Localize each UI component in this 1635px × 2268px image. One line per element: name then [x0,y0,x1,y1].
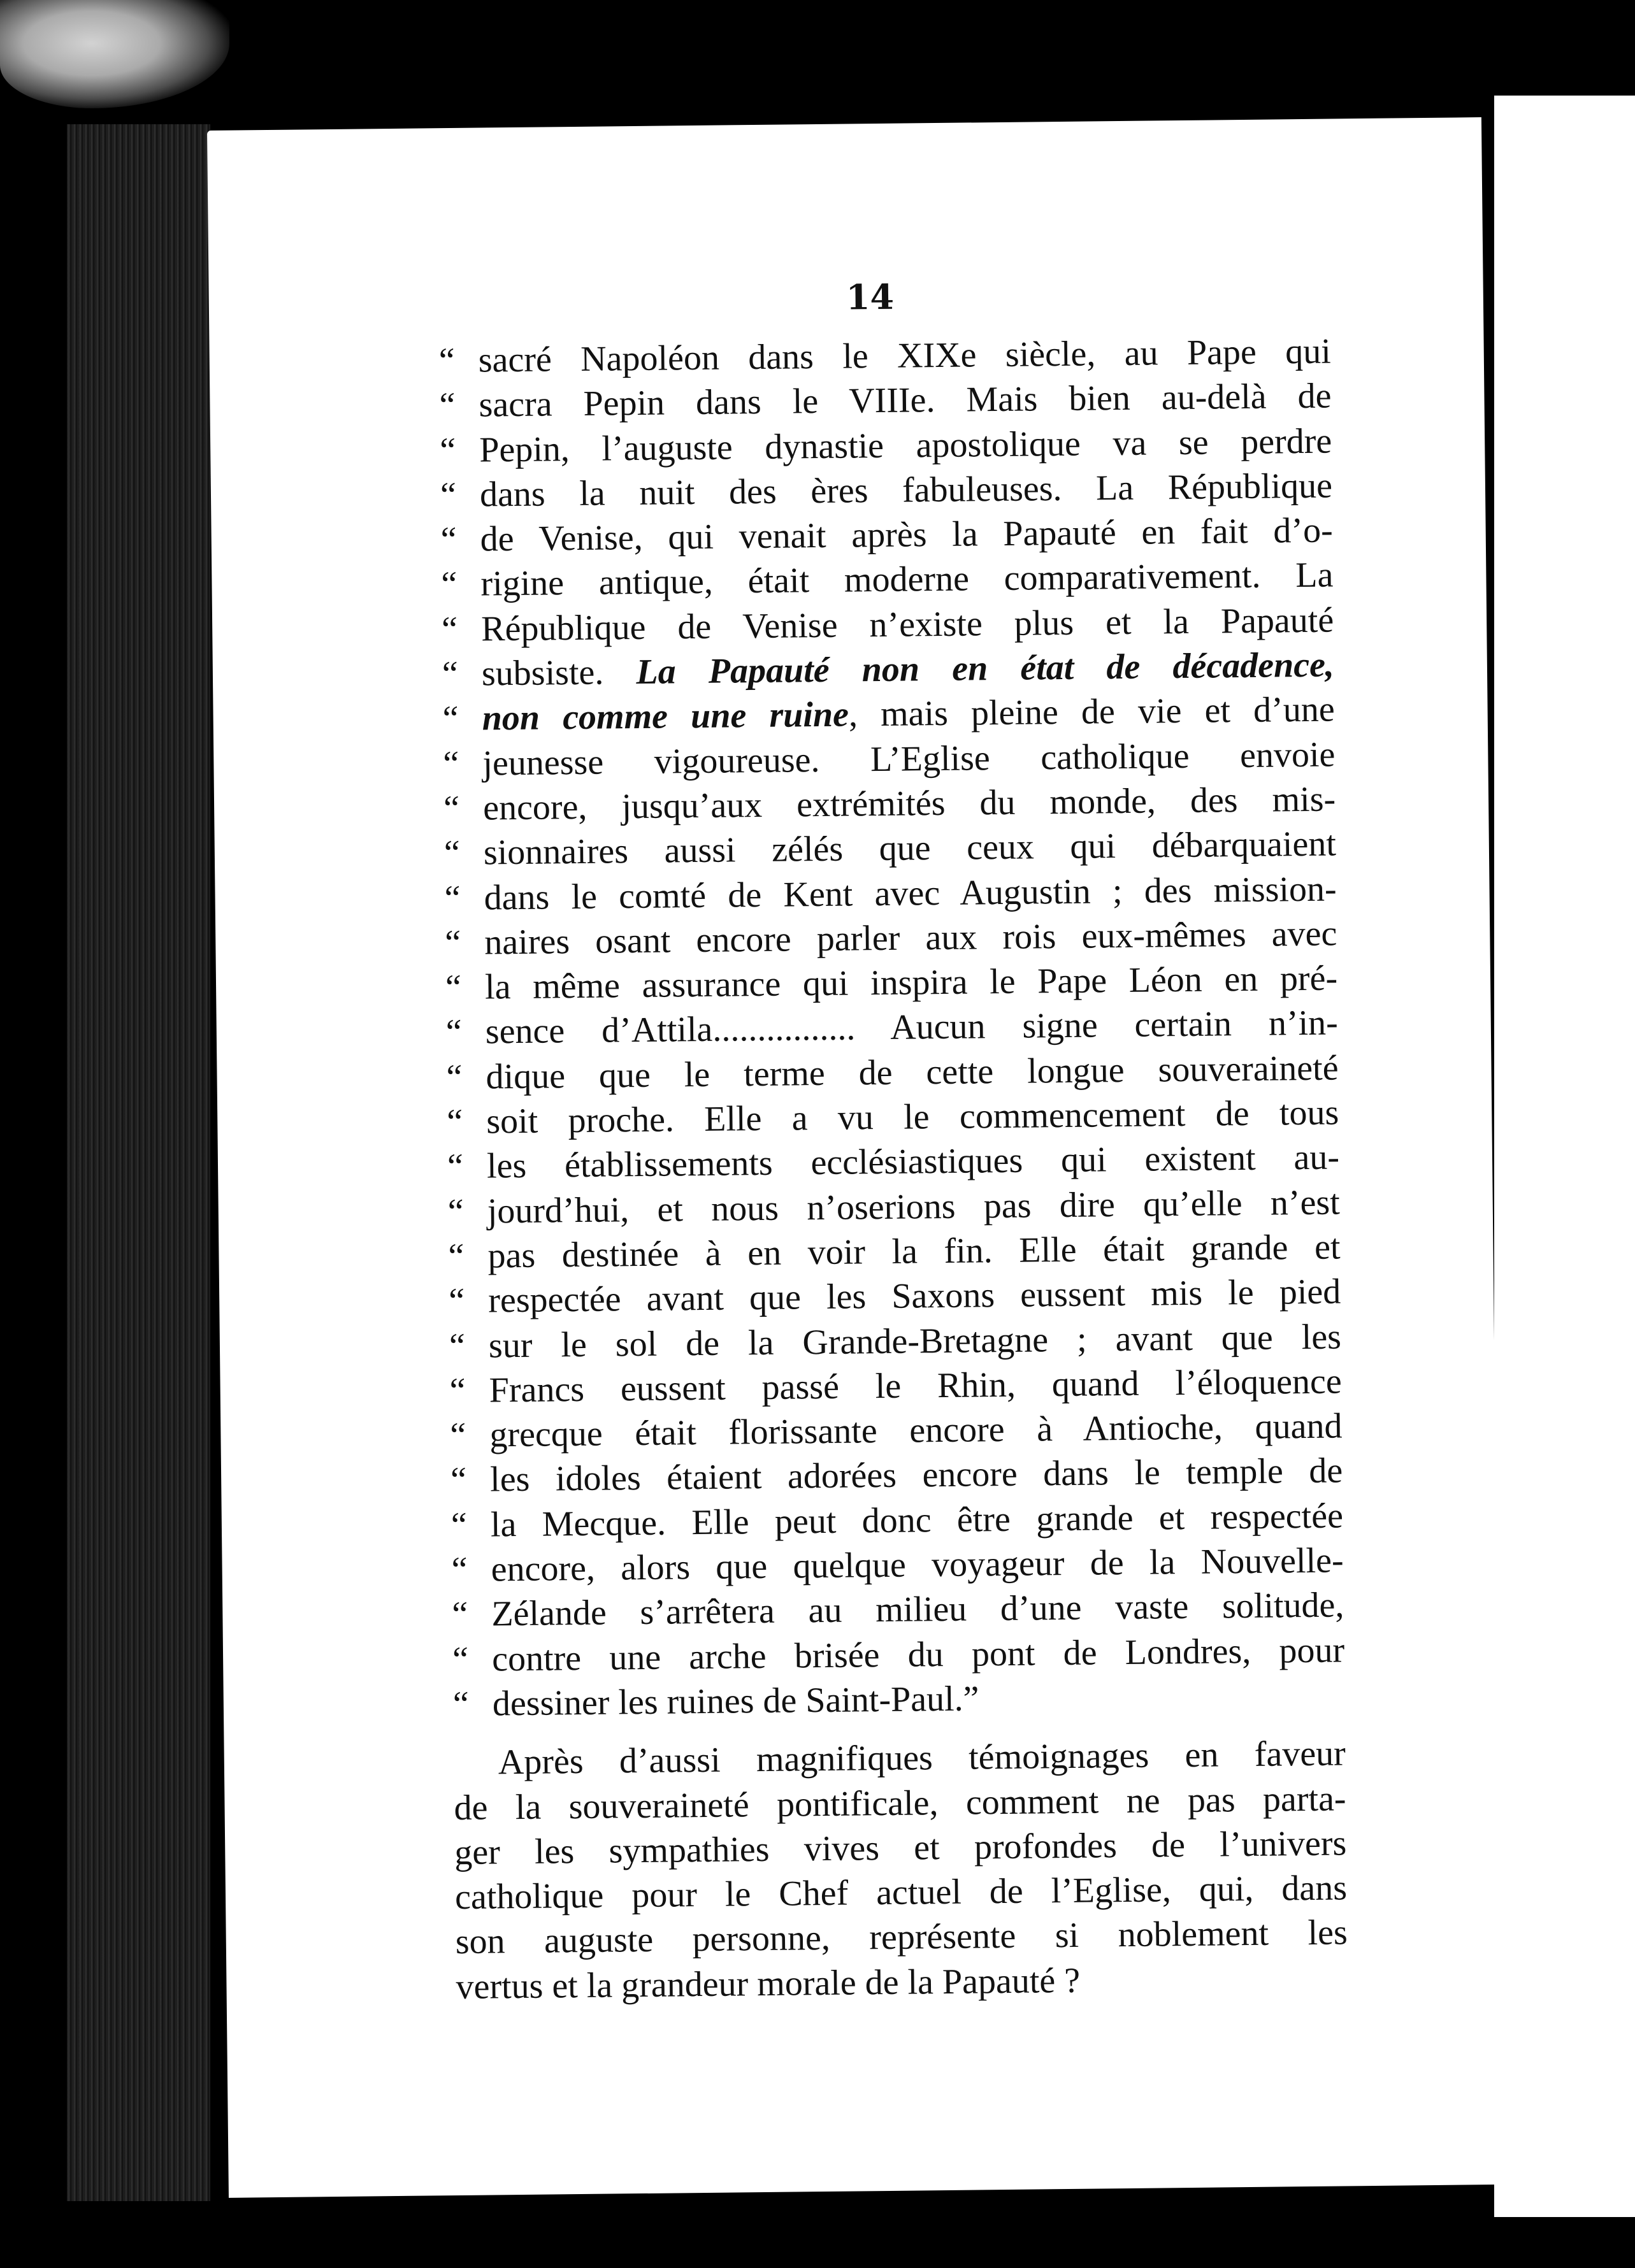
quote-text-segment: sacra Pepin dans le VIIIe. Mais bien au-delà de [479,376,1332,425]
page-number: 14 [846,276,895,318]
quote-mark: “ [441,564,457,605]
quote-mark: “ [440,475,457,515]
quote-mark: “ [451,1549,468,1590]
quote-text-segment: République de Venise n’existe plus et la Papauté [480,600,1334,649]
quote-text-segment: sur le sol de la Grande-Bretagne ; avant que les [488,1316,1342,1366]
quote-mark: “ [446,1102,463,1142]
page-text [438,329,1348,2010]
corner-ink-blot [0,0,229,108]
quote-text-segment: dans la nuit des ères fabuleuses. La République [479,466,1333,515]
quote-mark: “ [448,1281,465,1321]
quote-mark: “ [443,833,461,873]
quote-text-segment: contre une arche brisée du pont de Londres, pour [491,1630,1345,1679]
quote-text-segment: , mais pleine de vie et d’une [848,689,1335,735]
quote-mark: “ [446,1057,463,1097]
quote-mark: “ [443,743,459,784]
quote-text-segment: sacré Napoléon dans le XIXe siècle, au Pape qui [478,331,1332,380]
quote-text-segment: rigine antique, était moderne comparativement. La [480,556,1334,605]
quote-line [453,1672,1346,1726]
italic-emphasis: non comme une ruine [482,694,849,738]
book-page [207,117,1503,2198]
book-page-edges [67,124,210,2201]
quote-text-segment: Zélande s’arrêtera au milieu d’une vaste solitude, [491,1585,1344,1634]
quote-text-segment: subsiste. [481,652,637,694]
italic-emphasis: La Papauté non en état de décadence, [636,645,1335,693]
quote-mark: “ [448,1236,465,1277]
closing-paragraph [453,1732,1348,2009]
quote-text-segment: encore, jusqu’aux extrémités du monde, des mis- [482,779,1336,828]
paragraph-line: de la souveraineté pontificale, comment ne pas parta- [454,1778,1346,1828]
quote-text-segment: la même assurance qui inspira le Pape Léon en pré- [484,958,1338,1007]
quote-text-segment: soit proche. Elle a vu le commencement de tous [486,1093,1339,1142]
quote-text-segment: sence d’Attila................ Aucun signe certain n’in- [485,1003,1339,1052]
quote-text-segment: respectée avant que les Saxons eussent mis le pied [487,1272,1341,1321]
quote-mark: “ [439,430,456,470]
quote-mark: “ [441,609,458,649]
quote-mark: “ [445,922,461,963]
quote-text-segment: jeunesse vigoureuse. L’Eglise catholique envoie [482,735,1336,784]
quote-mark: “ [443,788,460,829]
quote-mark: “ [450,1505,468,1545]
quote-text-segment: Francs eussent passé le Rhin, quand l’éloquence [489,1361,1342,1410]
quote-mark: “ [438,340,455,381]
quote-mark: “ [442,654,459,694]
quote-text-segment: les établissements ecclésiastiques qui existent au- [486,1137,1340,1186]
quote-line-text [493,1672,1346,1726]
quote-mark: “ [452,1639,469,1679]
quote-mark: “ [439,385,456,426]
quote-text-segment: jourd’hui, et nous n’oserions pas dire qu’elle n’est [487,1182,1341,1231]
quote-mark: “ [450,1415,466,1456]
quote-mark: “ [447,1147,464,1187]
quote-mark: “ [450,1460,467,1500]
quote-mark: “ [445,968,462,1008]
quote-text-segment: grecque était florissante encore à Antioche, quand [489,1406,1343,1455]
next-page-edge [1494,96,1635,2217]
quote-mark: “ [449,1326,466,1366]
quoted-passage [438,329,1345,1727]
quote-text-segment: dans le comté de Kent avec Augustin ; des mission- [484,869,1337,918]
quote-mark: “ [445,1012,463,1052]
quote-text-segment: Pepin, l’auguste dynastie apostolique va se perdre [479,421,1332,470]
quote-mark: “ [444,878,461,918]
quote-text-segment: dessiner les ruines de Saint-Paul.” [492,1679,979,1724]
paragraph-line: son auguste personne, représente si noblement les [455,1913,1348,1962]
paragraph-line: Après d’aussi magnifiques témoignages en faveur [498,1733,1346,1783]
quote-text-segment: naires osant encore parler aux rois eux-mêmes avec [484,914,1337,963]
quote-text-segment: de Venise, qui venait après la Papauté en fait d’o- [480,510,1333,559]
quote-text-segment: pas destinée à en voir la fin. Elle était grande et [487,1227,1341,1276]
paragraph-line: catholique pour le Chef actuel de l’Eglise, qui, dans [454,1868,1348,1918]
quote-mark: “ [449,1370,466,1410]
quote-mark: “ [440,520,457,560]
quote-mark: “ [452,1595,468,1635]
quote-mark: “ [447,1191,464,1231]
quote-mark: “ [442,699,459,739]
quote-text-segment: encore, alors que quelque voyageur de la Nouvelle- [491,1540,1344,1590]
quote-text-segment: les idoles étaient adorées encore dans le temple de [489,1451,1343,1500]
quote-text-segment: la Mecque. Elle peut donc être grande et respectée [490,1496,1344,1545]
paragraph-line: vertus et la grandeur morale de la Papauté ? [456,1960,1081,2007]
quote-mark: “ [452,1684,470,1724]
paragraph-line: ger les sympathies vives et profondes de l’univers [454,1823,1347,1872]
quote-text-segment: sionnaires aussi zélés que ceux qui débarquaient [483,824,1337,873]
quote-text-segment: dique que le terme de cette longue souveraineté [486,1048,1339,1097]
